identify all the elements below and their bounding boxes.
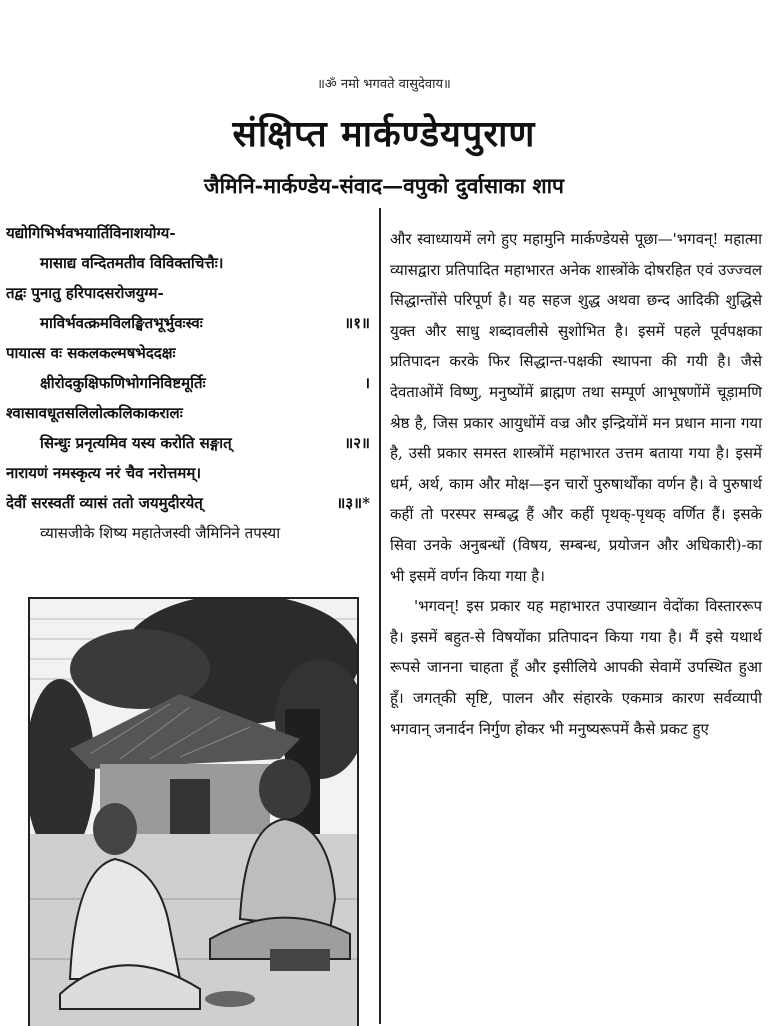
verse-line: [6, 402, 374, 432]
verse-text: नारायणं नमस्कृत्य नरं चैव नरोत्तमम्।: [6, 464, 202, 482]
illustration-jaimini-markandeya: [28, 597, 359, 1026]
illustration-drawing: [30, 599, 357, 1026]
prose-column: [390, 224, 762, 744]
verse-line: [6, 312, 374, 342]
left-prose-line: व्यासजीके शिष्य महातेजस्वी जैमिनिने तपस्या: [40, 524, 281, 542]
verse-text: सिन्धुः प्रनृत्यमिव यस्य करोति सङ्गात्: [40, 434, 232, 452]
verse-text: क्षीरोदकुक्षिफणिभोगनिविष्टमूर्तिः: [40, 374, 206, 392]
paragraph-2: 'भगवन्! इस प्रकार यह महाभारत उपाख्यान वेदोंका विस्ताररूप है। इसमें बहुत-से विषयोंका प्रतिपादन किया गया है। मैं इसे यथार्थ रूपसे जानना चाहता हूँ और इसीलिये आपकी सेवामें उपस्थित हुआ हूँ। जगत्‌की सृष्टि, पालन और संहारके एकमात्र कारण सर्वव्यापी भगवान् जनार्दन निर्गुण होकर भी मनुष्यरूपमें कैसे प्रकट हुए: [390, 597, 762, 738]
invocation-line: ॥ॐ नमो भगवते वासुदेवाय॥: [317, 77, 451, 92]
verse-number: [370, 252, 374, 282]
verse-line: [6, 252, 374, 282]
verse-text: श्वासावधूतसलिलोत्कलिकाकरालः: [6, 404, 183, 422]
verse-line: [6, 282, 374, 312]
verse-line: [6, 372, 374, 402]
verse-text: तद्वः पुनातु हरिपादसरोजयुग्म-: [6, 284, 164, 302]
verse-text: माविर्भवत्क्रमविलङ्घितभूर्भुवःस्वः: [40, 314, 203, 332]
verse-number: ॥३॥*: [336, 494, 370, 512]
verse-line: [6, 432, 374, 462]
verse-line: [6, 492, 374, 522]
verse-column: [6, 222, 374, 552]
verse-text: मासाद्य वन्दितमतीव विविक्तचित्तैः।: [40, 254, 224, 272]
verse-text: यद्योगिभिर्भवभयार्तिविनाशयोग्य-: [6, 224, 176, 242]
verse-number: ॥१॥: [344, 314, 370, 332]
verse-line: [6, 462, 374, 492]
page-title: संक्षिप्त मार्कण्डेयपुराण: [232, 113, 536, 155]
chapter-subtitle: जैमिनि-मार्कण्डेय-संवाद—वपुको दुर्वासाका शाप: [204, 173, 564, 198]
column-divider: [379, 208, 381, 1024]
verse-text: देवीं सरस्वतीं व्यासं ततो जयमुदीरयेत्: [6, 494, 203, 512]
verse-number: ॥२॥: [344, 434, 370, 452]
verse-number: ।: [364, 374, 370, 392]
verse-text: पायात्स वः सकलकल्मषभेददक्षः: [6, 344, 176, 362]
verse-line: [6, 222, 374, 252]
verse-line: [6, 342, 374, 372]
paragraph-1: और स्वाध्यायमें लगे हुए महामुनि मार्कण्डेयसे पूछा—'भगवन्! महात्मा व्यासद्वारा प्रतिपादित महाभारत अनेक शास्त्रोंके दोषरहित एवं उज्ज्वल सिद्धान्तोंसे परिपूर्ण है। यह सहज शुद्ध अथवा छन्द आदिकी शुद्धिसे युक्त और साधु शब्दावलीसे सुशोभित है। इसमें पहले पूर्वपक्षका प्रतिपादन करके फिर सिद्धान्त-पक्षकी स्थापना की गयी है। जैसे देवताओंमें विष्णु, मनुष्योंमें ब्राह्मण तथा सम्पूर्ण आभूषणोंमें चूड़ामणि श्रेष्ठ है, जिस प्रकार आयुधोंमें वज्र और इन्द्रियोंमें मन प्रधान माना गया है, उसी प्रकार समस्त शास्त्रोंमें महाभारत उत्तम बताया गया है। इसमें धर्म, अर्थ, काम और मोक्ष—इन चारों पुरुषार्थोंका वर्णन है। वे पुरुषार्थ कहीं तो परस्पर सम्बद्ध हैं और कहीं पृथक्-पृथक् वर्णित हैं। इसके सिवा उनके अनुबन्धों (विषय, सम्बन्ध, प्रयोजन और अधिकारी)-का भी इसमें वर्णन किया गया है।: [390, 230, 762, 585]
